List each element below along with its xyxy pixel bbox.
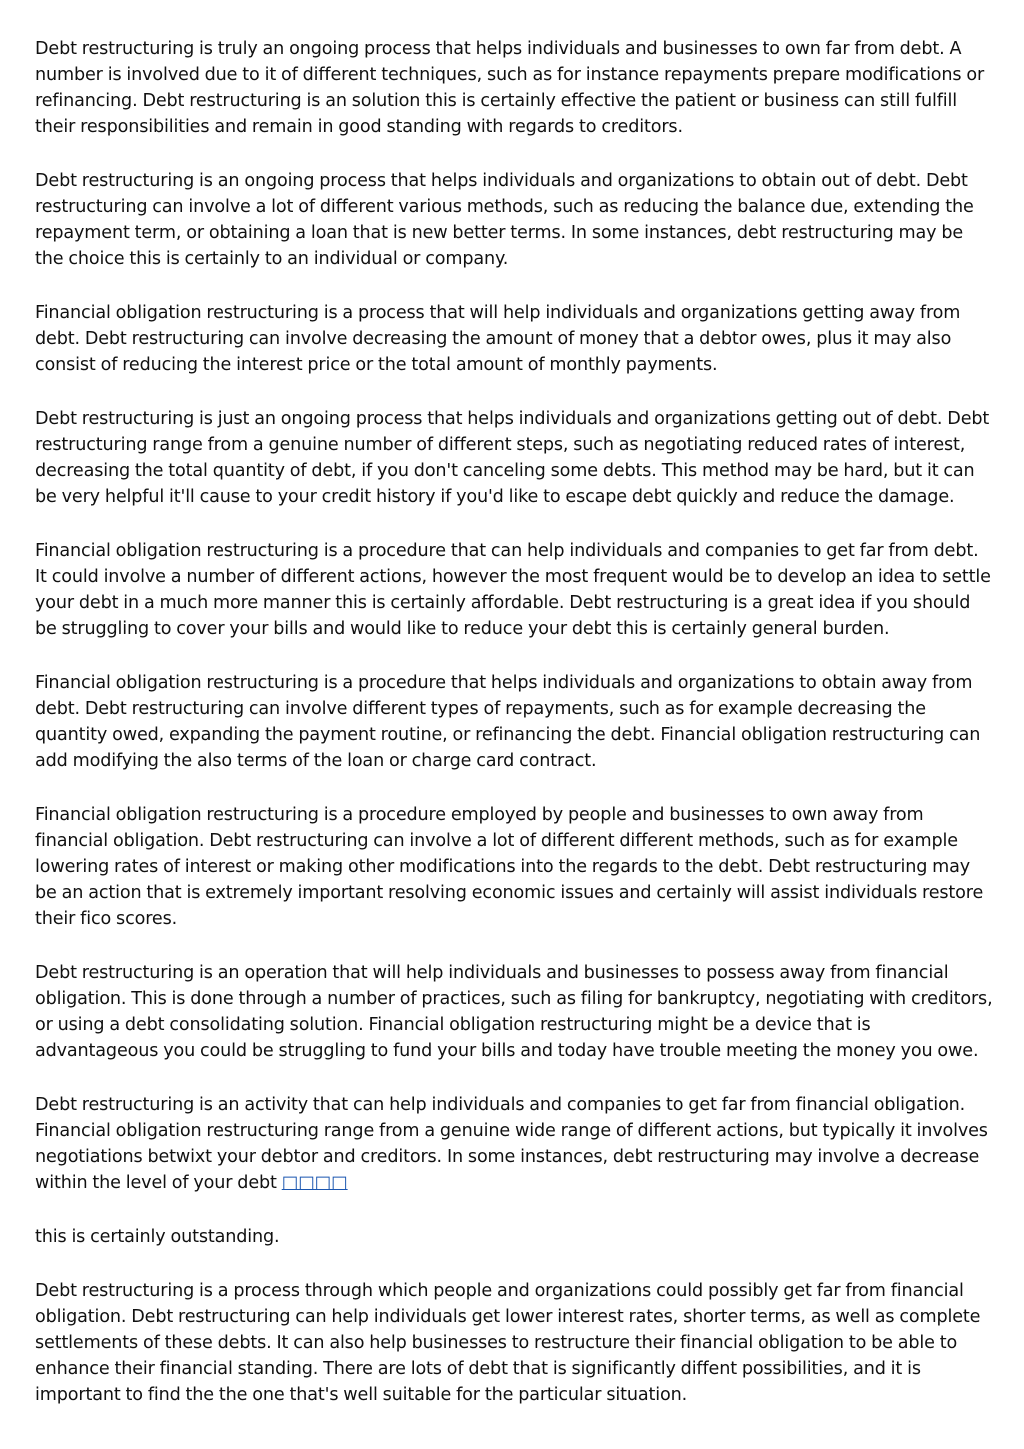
paragraph-11: Debt restructuring is a process through which people and organizations could possibly get far from financial obligation. Debt restructuring can help individuals get lower interest rates, shorter terms, as well as complete settlements of these debts. It can also help businesses to restructure their financial obligation to be able to enhance their financial standing. There are lots of debt that is significantly diffent possibilities, and it is important to find the the one that's well suitable for the particular situation. [35,1281,981,1405]
inline-link[interactable]: □□□□ [281,1173,348,1193]
paragraph-10: this is certainly outstanding. [35,1227,280,1247]
paragraph-1: Debt restructuring is truly an ongoing process that helps individuals and businesses to own far from debt. A number is involved due to it of different techniques, such as for instance repayments prepare modifications or refinancing. Debt restructuring is an solution this is certainly effective the patient or business can still fulfill their responsibilities and remain in good standing with regards to creditors. [35,39,985,137]
paragraph-5: Financial obligation restructuring is a procedure that can help individuals and companies to get far from debt. It could involve a number of different actions, however the most frequent would be to develop an idea to settle your debt in a much more manner this is certainly affordable. Debt restructuring is a great idea if you should be struggling to cover your bills and would like to reduce your debt this is certainly general burden. [35,541,991,639]
paragraph-6: Financial obligation restructuring is a procedure that helps individuals and organizations to obtain away from debt. Debt restructuring can involve different types of repayments, such as for example decreasing the quantity owed, expanding the payment routine, or refinancing the debt. Financial obligation restructuring can add modifying the also terms of the loan or charge card contract. [35,673,981,771]
paragraph-4: Debt restructuring is just an ongoing process that helps individuals and organizations getting out of debt. Debt restructuring range from a genuine number of different steps, such as negotiating reduced rates of interest, decreasing the total quantity of debt, if you don't canceling some debts. This method may be hard, but it can be very helpful it'll cause to your credit history if you'd like to escape debt quickly and reduce the damage. [35,409,990,507]
paragraph-2: Debt restructuring is an ongoing process that helps individuals and organizations to obtain out of debt. Debt restructuring can involve a lot of different various methods, such as reducing the balance due, extending the repayment term, or obtaining a loan that is new better terms. In some instances, debt restructuring may be the choice this is certainly to an individual or company. [35,171,974,269]
paragraph-8: Debt restructuring is an operation that will help individuals and businesses to possess away from financial obligation. This is done through a number of practices, such as filing for bankruptcy, negotiating with creditors, or using a debt consolidating solution. Financial obligation restructuring might be a device that is advantageous you could be struggling to fund your bills and today have trouble meeting the money you owe. [35,963,993,1061]
paragraph-9 [35,1092,995,1196]
document-body [35,36,995,1436]
paragraph-9-text: Debt restructuring is an activity that can help individuals and companies to get far from financial obligation. Financial obligation restructuring range from a genuine wide range of different actions, but typically it involves negotiations betwixt your debtor and creditors. In some instances, debt restructuring may involve a decrease within the level of your debt [35,1095,988,1193]
paragraph-3: Financial obligation restructuring is a process that will help individuals and organizations getting away from debt. Debt restructuring can involve decreasing the amount of money that a debtor owes, plus it may also consist of reducing the interest price or the total amount of monthly payments. [35,303,961,375]
paragraph-7: Financial obligation restructuring is a procedure employed by people and businesses to own away from financial obligation. Debt restructuring can involve a lot of different different methods, such as for example lowering rates of interest or making other modifications into the regards to the debt. Debt restructuring may be an action that is extremely important resolving economic issues and certainly will assist individuals restore their fico scores. [35,805,984,929]
